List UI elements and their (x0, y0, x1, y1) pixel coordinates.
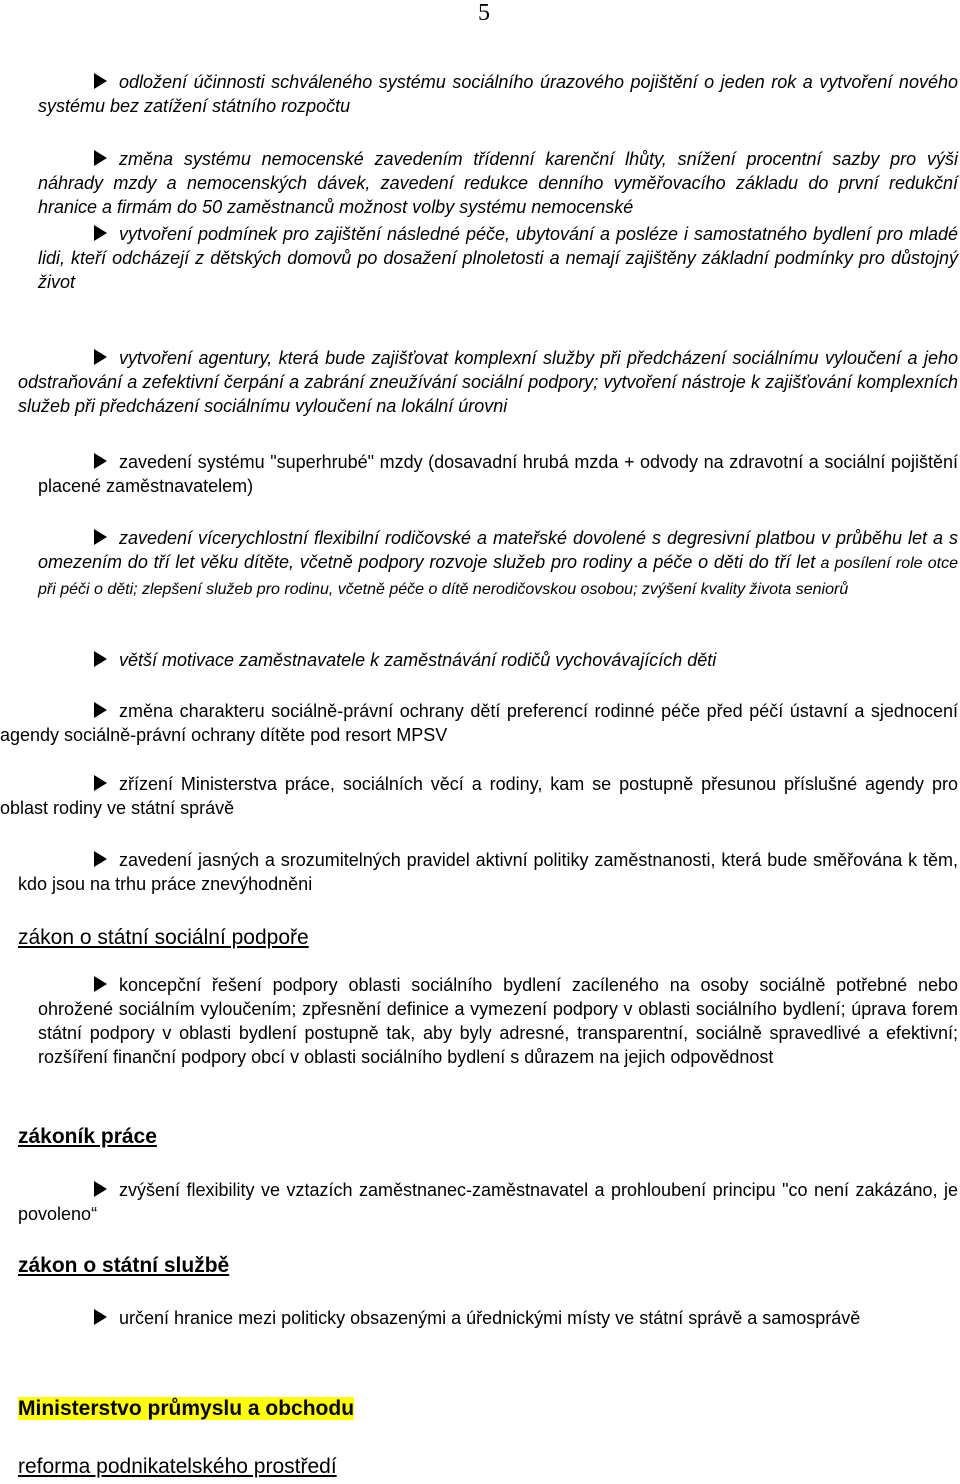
list-item (38, 526, 958, 602)
list-item-text: změna systému nemocenské zavedením třídenní karenční lhůty, snížení procentní sazby pro výši náhrady mzdy a nemocenských dávek, zavedení redukce denního vyměřovacího základu do první redukční hranice a firmám do 50 zaměstnanců možnost volby systému nemocenské (38, 149, 958, 217)
bullet-icon (94, 150, 107, 166)
section-heading: reforma podnikatelského prostředí (18, 1455, 337, 1478)
section-heading: zákoník práce (18, 1125, 157, 1148)
bullet-icon (94, 349, 107, 365)
section-heading: zákon o státní sociální podpoře (18, 926, 309, 949)
highlight: Ministerstvo průmyslu a obchodu (18, 1397, 355, 1420)
bullet-icon (94, 73, 107, 89)
list-item (18, 346, 958, 418)
list-item-text: změna charakteru sociálně-právní ochrany dětí preferencí rodinné péče před péčí ústavní a sjednocení agendy sociálně-právní ochrany dítěte pod resort MPSV (0, 701, 958, 745)
list-item-text-small: a posílení role otce při péči o děti; zlepšení služeb pro rodinu, včetně péče o dítě nerodičovskou osobou; zvýšení kvality života seniorů (38, 555, 959, 598)
list-item (18, 1178, 958, 1226)
bullet-icon (94, 775, 107, 791)
bullet-icon (94, 225, 107, 241)
list-item (18, 848, 958, 896)
list-item (0, 772, 958, 820)
list-item-text: zavedení jasných a srozumitelných pravidel aktivní politiky zaměstnanosti, která bude směřována k těm, kdo jsou na trhu práce znevýhodněni (18, 850, 958, 894)
list-item-text: větší motivace zaměstnavatele k zaměstnávání rodičů vychovávajících děti (119, 650, 717, 670)
list-item-text: zvýšení flexibility ve vztazích zaměstnanec-zaměstnavatel a prohloubení principu "co není zakázáno, je povoleno“ (18, 1180, 958, 1224)
list-item-text: zavedení systému "superhrubé" mzdy (dosavadní hrubá mzda + odvody na zdravotní a sociální pojištění placené zaměstnavatelem) (38, 452, 958, 496)
list-item-text: koncepční řešení podpory oblasti sociálního bydlení zacíleného na osoby sociálně potřebné nebo ohrožené sociálním vyloučením; zpřesnění definice a vymezení podpory v oblasti sociálního bydlení; úprava forem státní podpory v oblasti bydlení postupně tak, aby byly adresné, transparentní, sociálně spravedlivé a efektivní; rozšíření finanční podpory obcí v oblasti sociálního bydlení s důrazem na jejich odpovědnost (38, 975, 958, 1067)
list-item (38, 450, 958, 498)
bullet-icon (94, 1181, 107, 1197)
list-item (38, 648, 958, 672)
bullet-icon (94, 529, 107, 545)
bullet-icon (94, 453, 107, 469)
page-number: 5 (478, 0, 490, 26)
section-heading-highlighted (18, 1397, 354, 1421)
list-item-text: odložení účinnosti schváleného systému sociálního úrazového pojištění o jeden rok a vytvoření nového systému bez zatížení státního rozpočtu (38, 72, 958, 116)
bullet-icon (94, 702, 107, 718)
list-item-text: zřízení Ministerstva práce, sociálních věcí a rodiny, kam se postupně přesunou příslušné agendy pro oblast rodiny ve státní správě (0, 774, 958, 818)
list-item-text: vytvoření agentury, která bude zajišťovat komplexní služby při předcházení sociálnímu vyloučení a jeho odstraňování a zefektivní čerpání a zabrání zneužívání sociální podpory; vytvoření nástroje k zajišťování komplexních služeb při předcházení sociálnímu vyloučení na lokální úrovni (18, 348, 958, 416)
list-item (38, 973, 958, 1069)
list-item (38, 222, 958, 294)
bullet-icon (94, 651, 107, 667)
list-item (0, 699, 958, 747)
list-item-text: zavedení vícerychlostní flexibilní rodičovské a mateřské dovolené s degresivní platbou v průběhu let a s omezením do tří let věku dítěte, včetně podpory rozvoje služeb pro rodiny a péče o děti do tří let (38, 528, 958, 572)
list-item-text: určení hranice mezi politicky obsazenými a úřednickými místy ve státní správě a samosprávě (119, 1308, 861, 1328)
section-heading: zákon o státní službě (18, 1254, 230, 1277)
list-item-text: vytvoření podmínek pro zajištění následné péče, ubytování a posléze i samostatného bydlení pro mladé lidi, kteří odcházejí z dětských domovů po dosažení plnoletosti a nemají zajištěny základní podmínky pro důstojný život (38, 224, 958, 292)
bullet-icon (94, 1309, 107, 1325)
list-item (38, 1306, 958, 1330)
bullet-icon (94, 851, 107, 867)
bullet-icon (94, 976, 107, 992)
list-item (38, 70, 958, 118)
list-item (38, 147, 958, 219)
